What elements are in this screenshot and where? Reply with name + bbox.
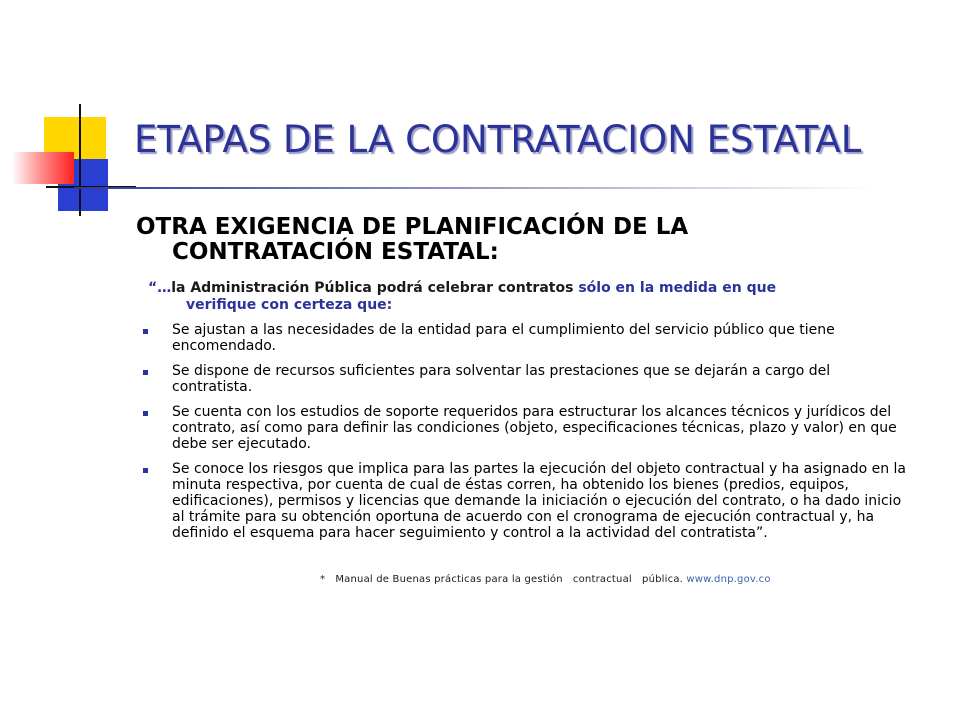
quote-black-text: la Administración Pública podrá celebrar contratos	[171, 280, 574, 296]
quote-open-mark: “…	[148, 280, 172, 296]
list-item	[134, 322, 914, 354]
quote-colon: :	[386, 297, 393, 313]
square-bullet-icon	[143, 329, 148, 334]
quote-blue-text-2: verifique con certeza que	[186, 297, 387, 313]
list-item	[134, 404, 914, 452]
source-text: * Manual de Buenas prácticas para la gestión contractual pública.	[320, 574, 684, 585]
slide-subtitle	[136, 215, 836, 265]
requirements-list	[134, 322, 914, 550]
subtitle-line-1: OTRA EXIGENCIA DE PLANIFICACIÓN DE LA	[136, 214, 689, 240]
decorative-vertical-line	[79, 104, 81, 216]
list-item-text: Se conoce los riesgos que implica para las partes la ejecución del objeto contractual y ha asignado en la minuta respectiva, por cuenta de cual de éstas corren, ha obtenido los bienes (predios, equipos, edificaciones), permisos y licencias que demande la iniciación o ejecución del contrato, o ha dado inicio al trámite para su obtención oportuna de acuerdo con el cronograma de ejecución contractual y, ha definido el esquema para hacer seguimiento y control a la actividad del contratista”.	[172, 461, 907, 541]
source-url-link[interactable]: www.dnp.gov.co	[686, 574, 771, 585]
square-bullet-icon	[143, 411, 148, 416]
title-underline-rule	[74, 187, 874, 189]
list-item-text: Se dispone de recursos suficientes para solventar las prestaciones que se dejarán a cargo del contratista.	[172, 363, 831, 395]
source-citation	[320, 574, 771, 585]
decorative-red-gradient-bar	[12, 152, 74, 184]
list-item-text: Se ajustan a las necesidades de la entidad para el cumplimiento del servicio público que tiene encomendado.	[172, 322, 835, 354]
slide-title: ETAPAS DE LA CONTRATACION ESTATAL	[134, 118, 862, 161]
list-item	[134, 461, 914, 541]
list-item-text: Se cuenta con los estudios de soporte requeridos para estructurar los alcances técnicos y jurídicos del contrato, así como para definir las condiciones (objeto, especificaciones técnicas, plazo y valor) en que debe ser ejecutado.	[172, 404, 897, 452]
list-item	[134, 363, 914, 395]
square-bullet-icon	[143, 370, 148, 375]
square-bullet-icon	[143, 468, 148, 473]
subtitle-line-2: CONTRATACIÓN ESTATAL:	[172, 239, 499, 265]
quote-blue-text-1: sólo en la medida en que	[578, 280, 777, 296]
quote-intro	[148, 280, 908, 314]
